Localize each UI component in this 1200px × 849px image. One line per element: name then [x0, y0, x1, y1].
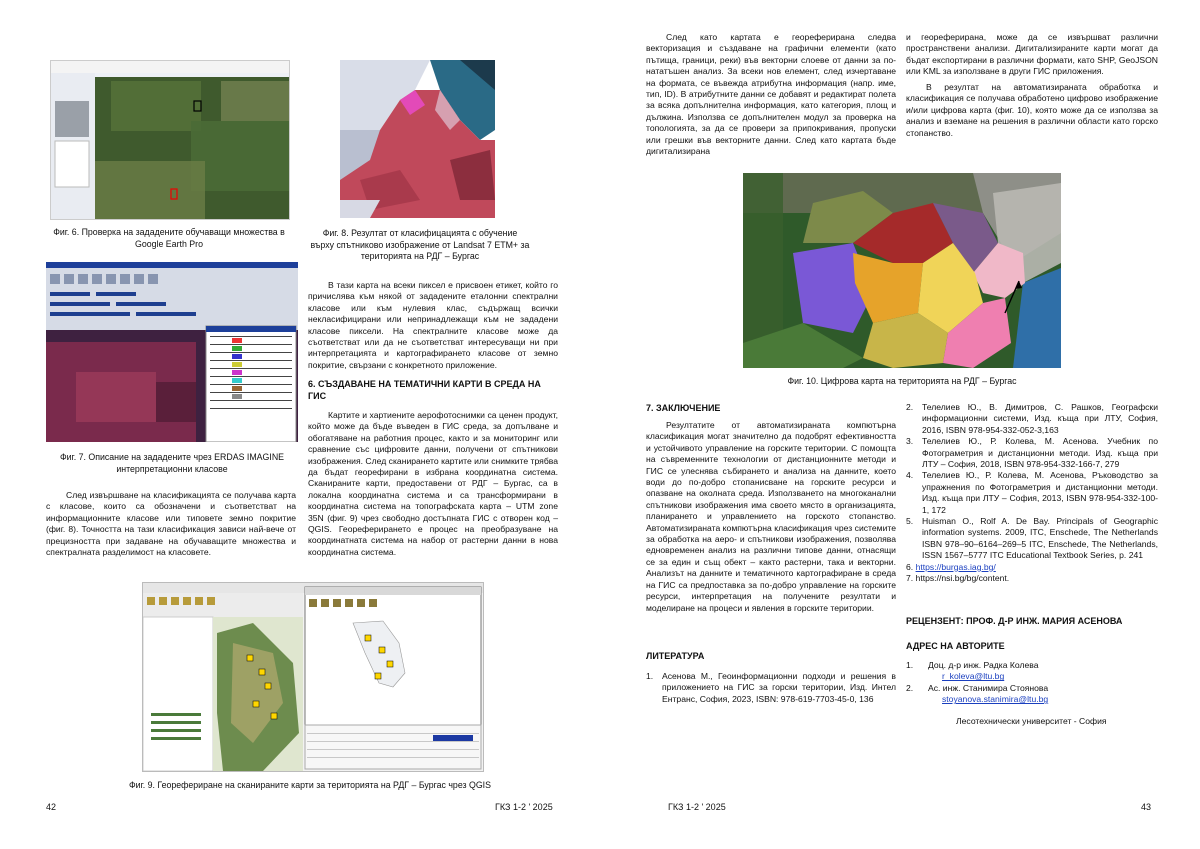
author-number: 1. [906, 660, 914, 670]
author-1 [906, 660, 1158, 671]
figure-10-caption: Фиг. 10. Цифрова карта на територията на РДГ – Бургас [787, 376, 1017, 386]
reference-3 [906, 436, 1158, 470]
reference-number: 3. [906, 436, 914, 447]
digital-forest-map [743, 173, 1061, 368]
reference-number: 2. [906, 402, 914, 412]
reference-text: Телелиев Ю., Р. Колева, М. Асенова. Учебник по Фотограметрия и дистанционни методи. Изд. къща при ЛТУ – София, 2018, ISBN 978-954-332-166-7, 279 [922, 436, 1158, 470]
right-column-paragraph-1: В тази карта на всеки пиксел е присвоен етикет, който го причислява към някой от зададените еталонни спектрални класове или към нулевия клас, съдържащ всички некласифицирани или непринадлежащи към не зададени класове пиксели. На спектралните класове може да съответстват или да не съответстват интересуващи ни при интерпретацията и картографирането класове от земно покритие, свързани с конкретното приложение. [308, 280, 558, 370]
author-1-email[interactable]: r_koleva@ltu.bg [942, 671, 1005, 682]
author-2-email-row [906, 694, 1158, 705]
figure-7-caption: Фиг. 7. Описание на зададените чрез ERDAS IMAGINE интерпретационни класове [59, 452, 285, 474]
figure-9-caption: Фиг. 9. Георефериране на сканираните карти за територията на РДГ – Бургас чрез QGIS [128, 780, 491, 790]
reference-text: Асенова М., Геоинформационни подходи и решения в приложението на ГИС за горски територии, Изд. Интел Ентранс, София, 2023, ISBN: 978-619-7703-45-0, 136 [662, 671, 896, 704]
classified-landsat-image [340, 60, 495, 218]
author-number: 2. [906, 682, 914, 693]
right-column-paragraph-2: Картите и хартиените аерофотоснимки са ценен продукт, който може да бъде въведен в ГИС среда, за допълване и обогатяване на работния процес, както и за мониторинг или сравнение със цифровите данни, получени от спътникови изображения. След сканирането картите или снимките трябва да бъдат георефирани в избрана координатна система. Сканираните карти, предоставени от РДГ – Бургас, са в локална координатна система и са трансформирани в координатна система на топографската карта – UTM zone 35N (фиг. 9) чрез свободно достъпната ГИС с отворен код – QGIS. Геореферирането е процес на преобразуване на координатната система на набор от растерни данни в нова координатна система. [308, 410, 558, 557]
authors-title: АДРЕС НА АВТОРИТЕ [906, 641, 1005, 651]
reference-1 [646, 671, 896, 705]
reference-6 [906, 562, 1158, 573]
google-earth-screenshot [51, 61, 289, 219]
reference-text: Телелиев Ю., В. Димитров, С. Рашков, Географски информационни системи, Изд. къща при ЛТУ, София, 2016, ISBN 978-954-332-052-3,163 [922, 402, 1158, 435]
figure-9-qgis [142, 582, 484, 772]
reference-number: 1. [646, 671, 654, 681]
authors-list [906, 660, 1158, 706]
left-journal-footer: ГКЗ 1-2 ' 2025 [495, 802, 553, 812]
left-column-paragraph: След извършване на класификацията се получава карта с класове, които са обозначени и съответстват на информационните класове или типовете земно покритие (фиг. 8). Точността на тази класификация зависи най-вече от прецизността при задаване на обучаващите множества и спектралната разделимост на класовете. [46, 490, 296, 558]
reference-text: Huisman O., Rolf A. De Bay. Principals of Geographic information systems. 2009, ITC, Enschede, The Netherlands ISBN 978–90–6164–269–5 ITC, Enschede, The Netherlands, ISSN 1567–5777 ITC Educational Textbook Series, p. 241 [922, 516, 1158, 561]
reference-number: 5. [906, 516, 914, 527]
reference-4 [906, 470, 1158, 516]
author-1-email-row [906, 671, 1158, 682]
conclusion-paragraph: Резултатите от автоматизираната компютърна класификация могат значително да подобрят ефективността и устойчивото управление на горските територии. С помощта на съвременните технологии от дистанционните методи и ГИС се улеснява събирането и анализа на данните, което води до по-добро стопанисване на горските ресурси и опазване на околната среда. Използването на многоканални спътникови изображения има своето място в организацията, планирането и управлението на горското стопанство. Автоматизираната компютърна класификация чрез системите за обработка на аеро- и спътникови изображения, позволява едновременен анализ на различни типове данни, отнасящи се за един и същ обект – както растерни, така и векторни. Анализът на данните и тематичното картографиране в среда на ГИС са предпоставка за по-добро управление на горските ресурси, интерпретация на получените резултати и моделиране на процеси и явления в горските територии. [646, 420, 896, 613]
right-page-number: 43 [1141, 802, 1152, 812]
author-name: Ас. инж. Станимира Стоянова [928, 682, 1049, 693]
reference-5 [906, 516, 1158, 562]
author-2-email[interactable]: stoyanova.stanimira@ltu.bg [942, 694, 1049, 705]
university-line: Лесотехнически университет - София [956, 716, 1107, 726]
reference-list-right [906, 402, 1158, 585]
figure-10-digital-map [743, 173, 1061, 368]
right-page-top-right-paragraph-1: и георефериранa, може да се извършват различни пространствени анализи. Дигитализираните карти могат да бъдат експортирани в различни формати, като SHP, GeoJSON или KML за използване в други ГИС приложения. [906, 32, 1158, 77]
right-journal-footer: ГКЗ 1-2 ' 2025 [668, 802, 726, 812]
figure-6-google-earth [50, 60, 290, 220]
reference-number: 6. [906, 561, 914, 572]
left-page-number: 42 [46, 802, 57, 812]
figure-7-erdas-imagine [46, 262, 298, 442]
right-page-top-right-paragraph-2: В резултат на автоматизираната обработка и класификация се получава обработено цифрово изображение и/или цифрова карта (фиг. 10), която може да се използва за анализ и вземане на решения в различни области като горско стопанство. [906, 82, 1158, 138]
erdas-screenshot [46, 262, 298, 442]
figure-8-caption: Фиг. 8. Резултат от класифицацията с обучение върху спътниково изображение от Landsat 7 ETM+ за територията на РДГ – Бургас [310, 228, 530, 262]
right-page-top-left-paragraph: След като картата е георефериранa следва векторизация и създаване на графични елементи (като пътища, граници, реки) във векторни слоеве от данни за по-нататъшен анализ. За всеки нов елемент, след изчертаване на формата, се въвежда атрибутна информация (напр. име, тип, ID). В атрибутните данни се добавят и редактират полета за всяка допълнителна информация, като категория, площ и дължина. Използва се допълнителен модул за проверка на топологията, за да се провери за припокривания, пропуски или грешки във векторните данни. След като картата бъде дигитализирана [646, 32, 896, 157]
figure-8-classification-map [340, 60, 495, 218]
reference-7: 7. https://nsi.bg/bg/content. [906, 573, 1010, 584]
reference-6-link[interactable]: https://burgas.iag.bg/ [915, 561, 996, 572]
reference-number: 4. [906, 470, 914, 481]
author-2 [906, 683, 1158, 694]
qgis-screenshot [143, 583, 483, 771]
author-name: Доц. д-р инж. Радка Колева [928, 660, 1039, 670]
reference-text: Телелиев Ю., Р. Колева, М. Асенова, Ръководство за упражнения по Фотограметрия и дистанционни методи. Изд. къща при ЛТУ – София, 2013, ISBN 978-954-332-100-1, 172 [922, 470, 1158, 515]
reviewer-line: РЕЦЕНЗЕНТ: ПРОФ. Д-Р ИНЖ. МАРИЯ АСЕНОВА [906, 616, 1123, 626]
literature-title: ЛИТЕРАТУРА [646, 651, 705, 661]
figure-6-caption: Фиг. 6. Проверка на зададените обучаващи множества в Google Earth Pro [53, 227, 285, 249]
section-6-title: 6. СЪЗДАВАНЕ НА ТЕМАТИЧНИ КАРТИ В СРЕДА НА ГИС [308, 379, 541, 401]
reference-2 [906, 402, 1158, 436]
section-7-title: 7. ЗАКЛЮЧЕНИЕ [646, 403, 721, 413]
